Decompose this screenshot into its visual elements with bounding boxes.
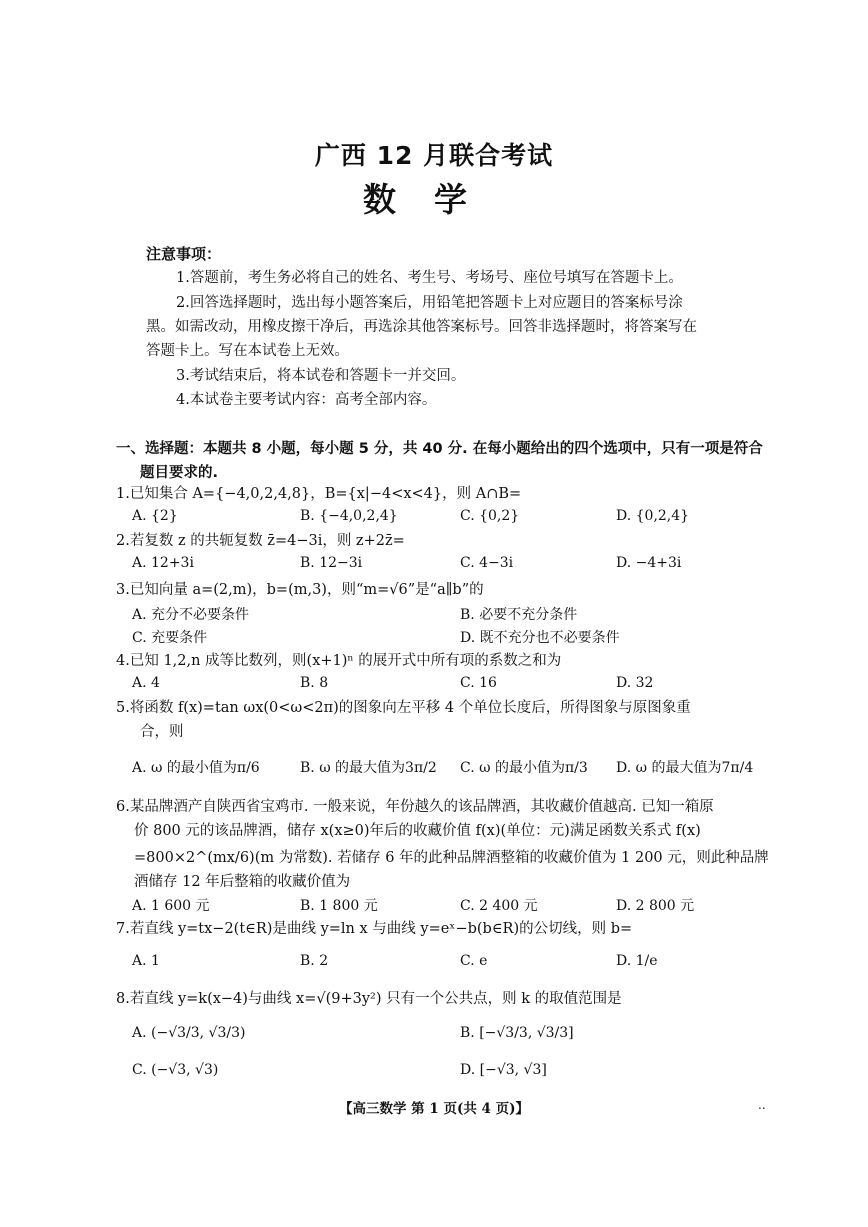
question-8-option-a: A. (−√3/3, √3/3)	[132, 1025, 246, 1041]
question-6-stem-cont: 价 800 元的该品牌酒，储存 x(x≥0)年后的收藏价值 f(x)(单位：元)满足函数关系式 f(x)	[134, 823, 701, 839]
question-2-option-b: B. 12−3i	[300, 555, 363, 571]
notice-item: 4.本试卷主要考试内容：高考全部内容。	[176, 392, 437, 408]
question-1-option-b: B. {−4,0,2,4}	[300, 508, 398, 524]
question-1-stem: 1.已知集合 A={−4,0,2,4,8}，B={x|−4<x<4}，则 A∩B=	[116, 486, 522, 502]
question-4-option-c: C. 16	[460, 675, 497, 691]
exam-title: 广西 12 月联合考试	[314, 141, 554, 170]
question-6-option-a: A. 1 600 元	[132, 898, 210, 914]
question-1-option-a: A. {2}	[132, 508, 178, 524]
question-2-option-a: A. 12+3i	[132, 555, 194, 571]
notice-item: 答题卡上。写在本试卷上无效。	[146, 343, 349, 359]
question-5-option-d: D. ω 的最大值为7π/4	[616, 760, 754, 776]
question-5-option-a: A. ω 的最小值为π/6	[132, 760, 260, 776]
question-4-option-d: D. 32	[616, 675, 654, 691]
question-5-stem: 5.将函数 f(x)=tan ωx(0<ω<2π)的图象向左平移 4 个单位长度后，所得图象与原图象重	[116, 700, 691, 716]
question-2-option-c: C. 4−3i	[460, 555, 514, 571]
section-heading-cont: 题目要求的.	[140, 465, 219, 481]
question-5-option-b: B. ω 的最大值为3π/2	[300, 760, 437, 776]
notice-item: 1.答题前，考生务必将自己的姓名、考生号、考场号、座位号填写在答题卡上。	[176, 270, 683, 286]
question-6-option-d: D. 2 800 元	[616, 898, 695, 914]
question-7-option-a: A. 1	[132, 953, 160, 969]
question-3-option-c: C. 充要条件	[132, 630, 208, 646]
question-8-option-c: C. (−√3, √3)	[132, 1062, 219, 1078]
question-4-option-a: A. 4	[132, 675, 160, 691]
question-2-stem: 2.若复数 z 的共轭复数 z̄=4−3i，则 z+2z̄=	[116, 533, 405, 549]
notice-item: 2.回答选择题时，选出每小题答案后，用铅笔把答题卡上对应题目的答案标号涂	[176, 295, 683, 311]
question-7-option-d: D. 1/e	[616, 953, 658, 969]
question-6-stem-cont: =800×2^(mx/6)(m 为常数). 若储存 6 年的此种品牌酒整箱的收藏价值为 1 200 元，则此种品牌	[134, 850, 769, 866]
question-4-stem: 4.已知 1,2,n 成等比数列，则(x+1)ⁿ 的展开式中所有项的系数之和为	[116, 653, 562, 669]
question-8-option-d: D. [−√3, √3]	[460, 1062, 547, 1078]
notice-item: 黑。如需改动，用橡皮擦干净后，再选涂其他答案标号。回答非选择题时，将答案写在	[146, 319, 697, 335]
question-1-option-d: D. {0,2,4}	[616, 508, 690, 524]
question-5-stem-cont: 合，则	[140, 724, 184, 740]
question-7-stem: 7.若直线 y=tx−2(t∈R)是曲线 y=ln x 与曲线 y=eˣ−b(b∈R)的公切线，则 b=	[116, 921, 633, 937]
notice-heading: 注意事项：	[146, 245, 222, 263]
question-2-option-d: D. −4+3i	[616, 555, 682, 571]
page-footer: 【高三数学 第 1 页(共 4 页)】	[338, 1101, 530, 1117]
question-3-option-a: A. 充分不必要条件	[132, 607, 250, 623]
question-5-option-c: C. ω 的最小值为π/3	[460, 760, 588, 776]
question-6-stem: 6.某品牌酒产自陕西省宝鸡市. 一般来说，年份越久的该品牌酒，其收藏价值越高. 已知一箱原	[116, 799, 714, 815]
question-7-option-c: C. e	[460, 953, 488, 969]
question-6-option-c: C. 2 400 元	[460, 898, 538, 914]
question-1-option-c: C. {0,2}	[460, 508, 520, 524]
question-4-option-b: B. 8	[300, 675, 329, 691]
question-8-option-b: B. [−√3/3, √3/3]	[460, 1025, 574, 1041]
question-7-option-b: B. 2	[300, 953, 329, 969]
question-6-option-b: B. 1 800 元	[300, 898, 378, 914]
section-heading: 一、选择题：本题共 8 小题，每小题 5 分，共 40 分. 在每小题给出的四个选项中，只有一项是符合	[116, 441, 763, 457]
notice-item: 3.考试结束后，将本试卷和答题卡一并交回。	[176, 368, 466, 384]
question-3-stem: 3.已知向量 a=(2,m)，b=(m,3)，则“m=√6”是“a∥b”的	[116, 582, 484, 598]
subject-title: 数学	[363, 180, 505, 219]
question-3-option-d: D. 既不充分也不必要条件	[460, 630, 620, 646]
question-8-stem: 8.若直线 y=k(x−4)与曲线 x=√(9+3y²) 只有一个公共点，则 k 的取值范围是	[116, 991, 622, 1007]
question-6-stem-cont: 酒储存 12 年后整箱的收藏价值为	[134, 874, 351, 890]
footer-mark: ..	[758, 1098, 766, 1112]
question-3-option-b: B. 必要不充分条件	[460, 607, 578, 623]
